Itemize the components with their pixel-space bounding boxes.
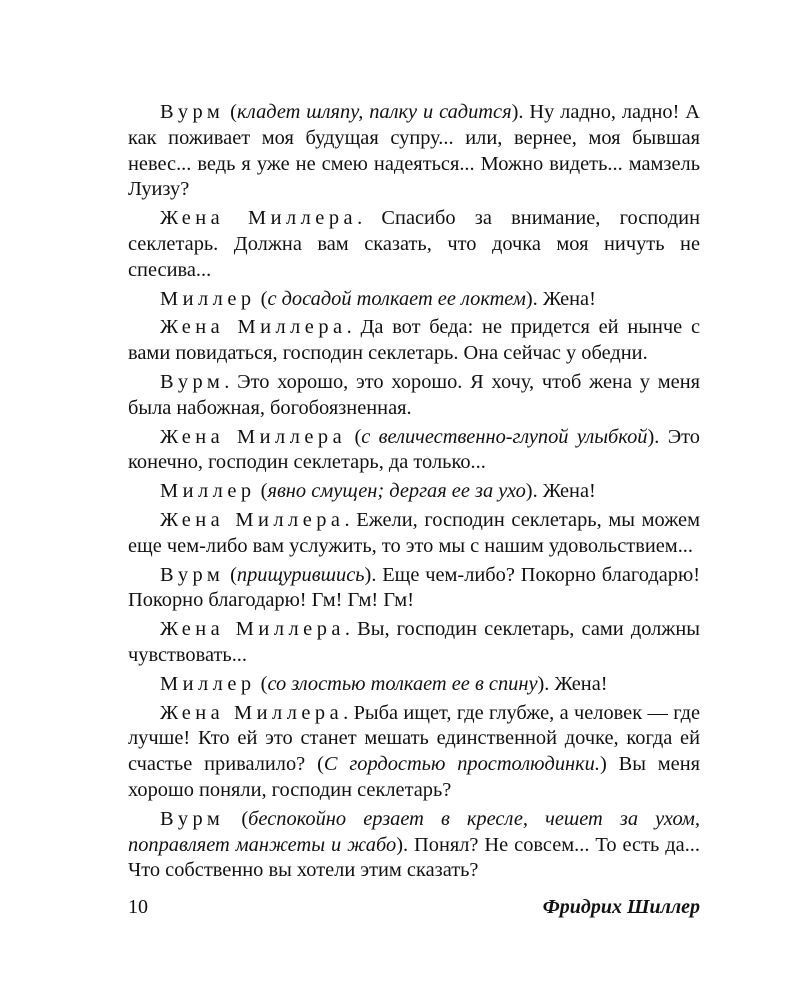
speaker-name: Вурм [160,807,225,830]
dialogue-text: ( [224,807,249,830]
dialogue-text: . Вы, господин секлетарь, сами должны чувствовать... [128,618,700,666]
speaker-name: Жена Миллера [160,207,358,230]
dialogue-paragraph [128,287,700,313]
dialogue-paragraph [128,807,700,884]
stage-direction: с величественно-глупой улыбкой [361,425,648,448]
dialogue-paragraph [128,701,700,804]
dialogue-text: . Это хорошо, это хорошо. Я хочу, чтоб жена у меня была набожная, богобоязненная. [128,370,700,419]
dialogue-paragraph [128,563,700,615]
speaker-name: Миллер [160,287,256,310]
dialogue-text: ( [224,563,237,586]
dialogue-text: . Да вот беда: не придется ей нынче с вами повидаться, господин секлетарь. Она сейчас у обедни. [128,316,701,365]
page-number: 10 [128,896,148,918]
dialogue-text: ). Жена! [525,287,596,310]
dialogue-text: . Ежели, господин секлетарь, мы можем еще чем-либо вам услужить, то это мы с нашим удовольствием... [128,508,700,557]
stage-direction: С гордостью простолюдинки. [323,753,600,776]
dialogue-text: . Рыба ищет, где глубже, а человек — где лучше! Кто ей это станет мешать единственной дочке, когда ей счастье привалило? ( [128,701,700,776]
dialogue-paragraph [128,425,700,477]
dialogue-paragraph [128,617,700,669]
running-footer-author: Фридрих Шиллер [542,896,700,918]
dialogue-paragraph [128,100,700,203]
dialogue-text: . Спасибо за внимание, господин секлетарь. Должна вам сказать, что дочка моя ничуть не спесива... [128,207,700,281]
dialogue-text: ). Еще чем-либо? Покорно благодарю! Покорно благодарю! Гм! Гм! Гм! [128,563,700,612]
stage-direction: с досадой толкает ее локтем [267,287,526,310]
play-text [128,100,700,887]
dialogue-paragraph [128,206,700,283]
dialogue-paragraph [128,370,700,422]
speaker-name: Жена Миллера [160,316,347,339]
speaker-name: Миллер [160,672,256,695]
stage-direction: со злостью толкает ее в спину [267,672,538,695]
dialogue-text: ). Жена! [537,672,608,695]
speaker-name: Вурм [160,563,225,586]
speaker-name: Жена Миллера [160,701,344,724]
stage-direction: кладет шляпу, палку и садится [236,101,512,123]
dialogue-paragraph [128,508,700,560]
dialogue-text: ( [255,480,268,503]
speaker-name: Жена Миллера [160,508,345,531]
stage-direction: прищурившись [236,563,365,586]
stage-direction: явно смущен; дергая ее за ухо [267,480,526,503]
dialogue-text: ). Понял? Не совсем... То есть да... Что собственно вы хотели этим сказать? [128,833,700,882]
dialogue-paragraph [128,315,700,367]
speaker-name: Вурм [160,101,225,123]
stage-direction: беспокойно ерзает в кресле, чешет за ухом, поправляет манжеты и жабо [128,807,700,856]
dialogue-text: ). Ну ладно, ладно! А как поживает моя будущая супру... или, вернее, моя бывшая невес... ведь я уже не смею надеяться... Можно видеть... мамзель Луизу? [128,101,701,201]
dialogue-text: ) Вы меня хорошо поняли, господин секлетарь? [128,753,700,801]
dialogue-text: ( [224,101,237,123]
dialogue-text: ). Это конечно, господин секлетарь, да только... [128,425,700,474]
dialogue-text: ( [346,425,362,448]
speaker-name: Жена Миллера [160,425,347,448]
speaker-name: Вурм [160,370,225,393]
dialogue-text: ( [255,672,268,695]
dialogue-paragraph [128,672,700,698]
dialogue-text: ( [255,287,268,310]
dialogue-paragraph [128,479,700,505]
speaker-name: Жена Миллера [160,618,345,641]
speaker-name: Миллер [160,480,256,503]
dialogue-text: ). Жена! [525,480,596,503]
